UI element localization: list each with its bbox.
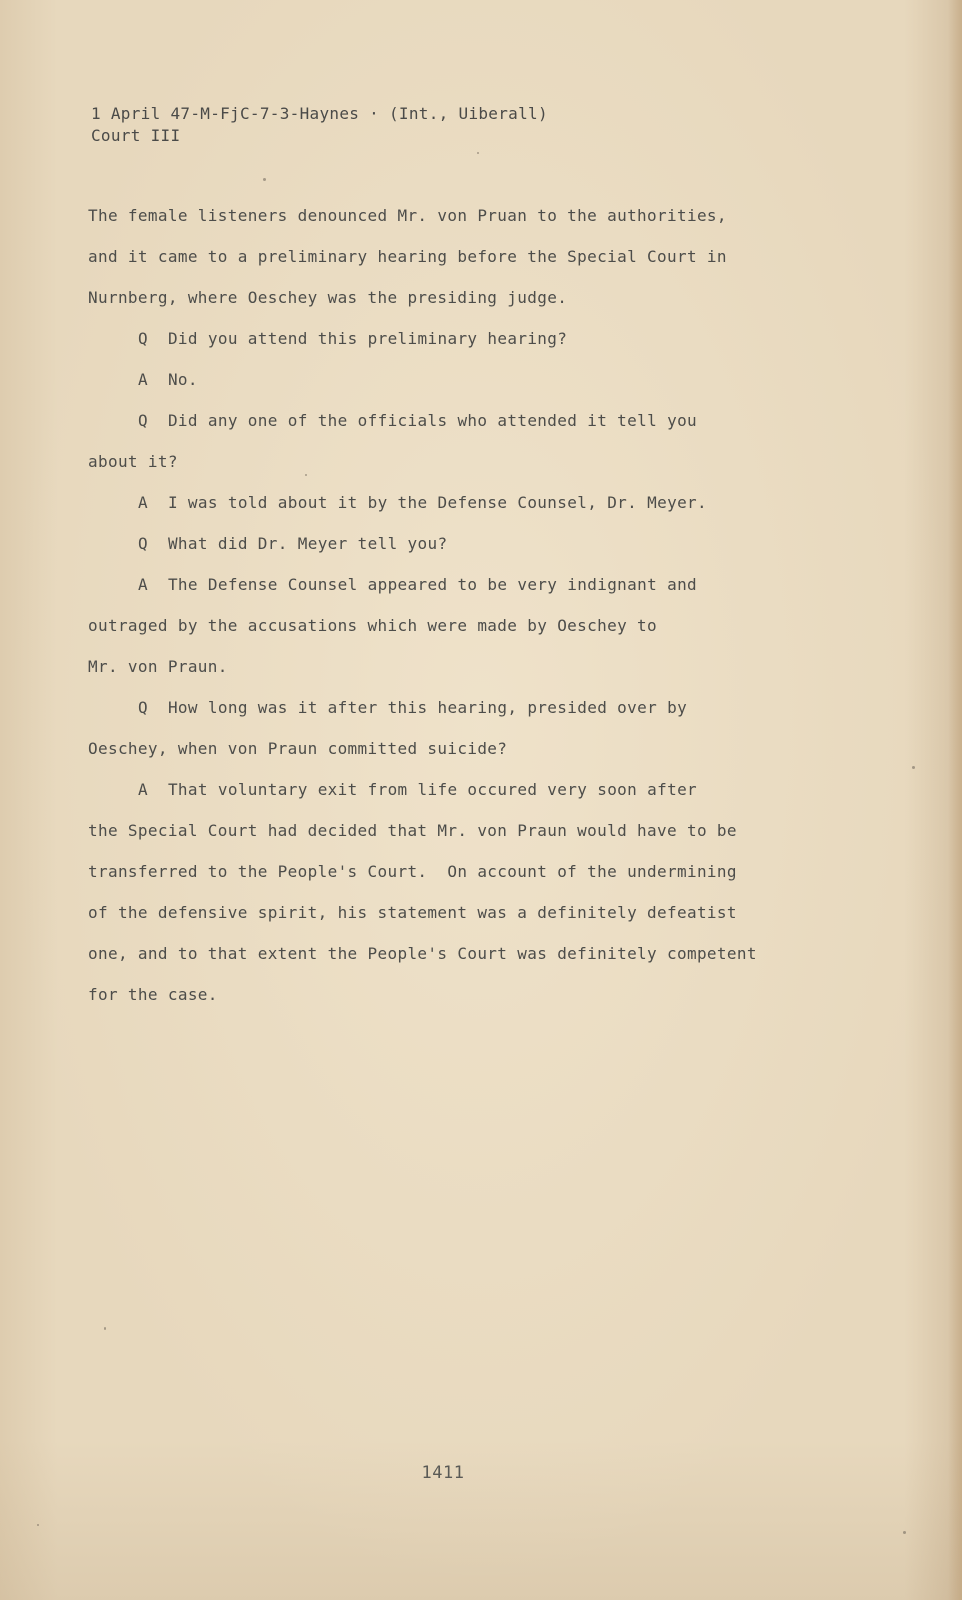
text-line: outraged by the accusations which were made by Oeschey to [88, 616, 658, 635]
text-line: The female listeners denounced Mr. von Pruan to the authorities, [88, 206, 727, 225]
page-edge-shadow [948, 0, 962, 1600]
question-line: Q What did Dr. Meyer tell you? [138, 534, 448, 553]
question-line: Q Did you attend this preliminary hearing? [138, 329, 568, 348]
paper-speck [912, 766, 915, 769]
text-line: about it? [88, 452, 178, 471]
transcript-body [88, 205, 788, 1025]
paper-speck [104, 1327, 106, 1330]
answer-line: A I was told about it by the Defense Counsel, Dr. Meyer. [138, 493, 708, 512]
question-line: Q How long was it after this hearing, presided over by [138, 698, 688, 717]
text-line: transferred to the People's Court. On account of the undermining [88, 862, 737, 881]
header-date-line: 1 April 47-M-FjC-7-3-Haynes · (Int., Uiberall) [91, 104, 548, 123]
text-line: for the case. [88, 985, 218, 1004]
text-line: and it came to a preliminary hearing before the Special Court in [88, 247, 727, 266]
page-header [91, 103, 548, 147]
text-line: one, and to that extent the People's Court was definitely competent [88, 944, 757, 963]
text-line: Mr. von Praun. [88, 657, 228, 676]
header-court-line: Court III [91, 126, 181, 145]
paper-speck [305, 474, 307, 476]
question-line: Q Did any one of the officials who attended it tell you [138, 411, 698, 430]
answer-line: A No. [138, 370, 198, 389]
answer-line: A The Defense Counsel appeared to be very indignant and [138, 575, 698, 594]
paper-speck [903, 1531, 906, 1534]
paper-speck [37, 1524, 39, 1526]
paper-speck [477, 152, 479, 154]
page-number: 1411 [421, 1463, 465, 1483]
text-line: Nurnberg, where Oeschey was the presiding judge. [88, 288, 568, 307]
paper-speck [263, 178, 266, 181]
text-line: Oeschey, when von Praun committed suicide? [88, 739, 508, 758]
answer-line: A That voluntary exit from life occured very soon after [138, 780, 698, 799]
text-line: the Special Court had decided that Mr. von Praun would have to be [88, 821, 737, 840]
text-line: of the defensive spirit, his statement was a definitely defeatist [88, 903, 737, 922]
